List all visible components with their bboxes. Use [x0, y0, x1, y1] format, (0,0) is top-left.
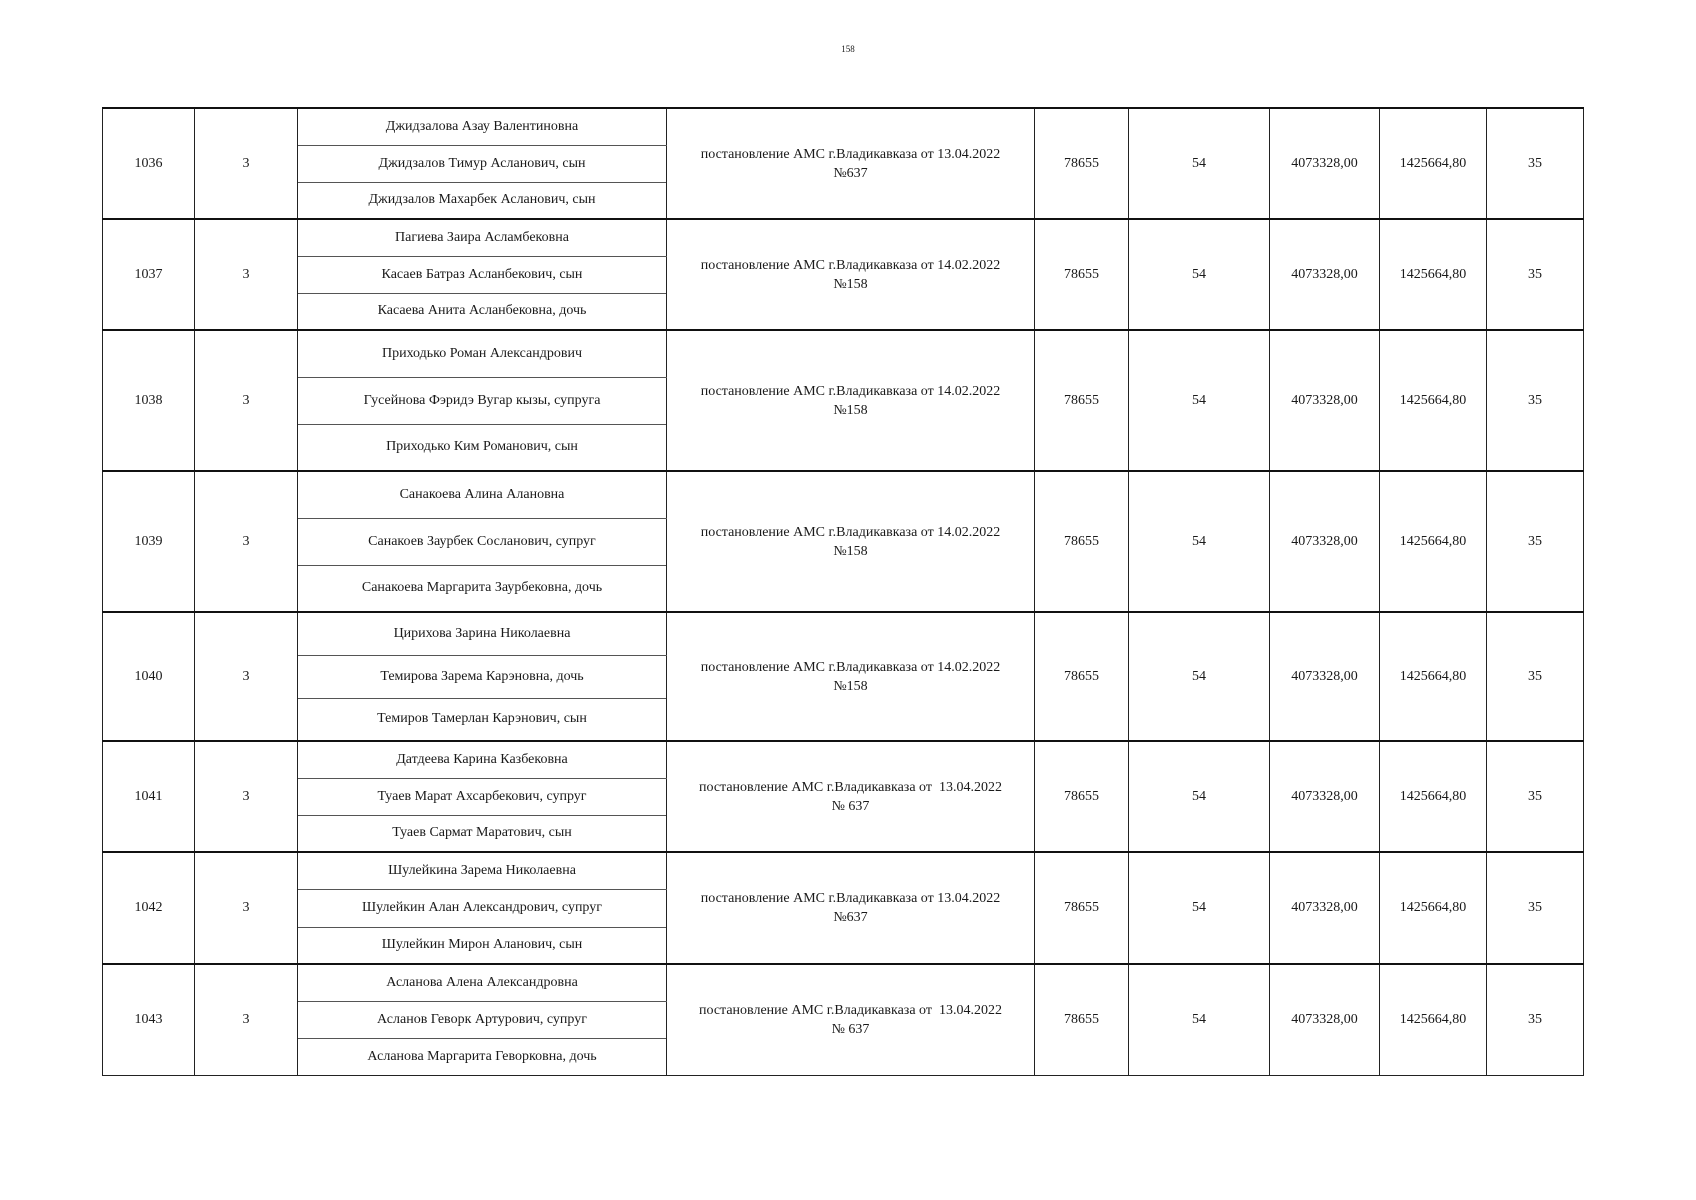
decree-number: №158	[833, 402, 868, 418]
family-member-name: Туаев Марат Ахсарбекович, супруг	[298, 778, 667, 815]
decree-title: постановление АМС г.Владикавказа от 13.04.2022	[699, 1002, 1002, 1018]
subsidy-percent: 35	[1487, 330, 1584, 471]
decree-number: №637	[833, 910, 868, 925]
record-number: 1042	[103, 852, 195, 964]
record-number: 1038	[103, 330, 195, 471]
family-member-name: Гусейнова Фэридэ Вугар кызы, супруга	[298, 377, 667, 424]
estimated-price: 4073328,00	[1270, 741, 1380, 852]
estimated-price: 4073328,00	[1270, 330, 1380, 471]
table-row	[103, 471, 1584, 518]
decree-reference	[667, 471, 1035, 612]
area-sqm: 54	[1129, 741, 1270, 852]
decree-reference	[667, 219, 1035, 330]
table-row	[103, 612, 1584, 655]
estimated-price: 4073328,00	[1270, 471, 1380, 612]
normative-cost: 78655	[1035, 741, 1129, 852]
decree-number: № 637	[831, 1021, 870, 1037]
area-sqm: 54	[1129, 964, 1270, 1075]
subsidy-percent: 35	[1487, 471, 1584, 612]
normative-cost: 78655	[1035, 964, 1129, 1075]
subsidy-percent: 35	[1487, 852, 1584, 964]
family-member-name: Шулейкина Зарема Николаевна	[298, 852, 667, 889]
family-member-name: Цирихова Зарина Николаевна	[298, 612, 667, 655]
family-member-name: Шулейкин Мирон Аланович, сын	[298, 927, 667, 964]
family-size: 3	[195, 471, 298, 612]
page-number: 158	[841, 44, 855, 54]
subsidy-amount: 1425664,80	[1380, 852, 1487, 964]
subsidy-amount: 1425664,80	[1380, 964, 1487, 1075]
decree-reference	[667, 741, 1035, 852]
family-member-name: Асланова Алена Александровна	[298, 964, 667, 1001]
family-member-name: Темиров Тамерлан Карэнович, сын	[298, 698, 667, 741]
family-size: 3	[195, 612, 298, 741]
area-sqm: 54	[1129, 852, 1270, 964]
record-number: 1041	[103, 741, 195, 852]
normative-cost: 78655	[1035, 471, 1129, 612]
subsidy-percent: 35	[1487, 219, 1584, 330]
table-body	[103, 108, 1584, 1075]
normative-cost: 78655	[1035, 108, 1129, 219]
table-row	[103, 330, 1584, 377]
decree-title: постановление АМС г.Владикавказа от 14.02.2022	[700, 257, 1001, 273]
area-sqm: 54	[1129, 219, 1270, 330]
subsidy-amount: 1425664,80	[1380, 330, 1487, 471]
decree-reference	[667, 852, 1035, 964]
estimated-price: 4073328,00	[1270, 852, 1380, 964]
subsidy-amount: 1425664,80	[1380, 471, 1487, 612]
family-size: 3	[195, 852, 298, 964]
area-sqm: 54	[1129, 612, 1270, 741]
family-member-name: Джидзалова Азау Валентиновна	[298, 108, 667, 145]
table-row	[103, 964, 1584, 1001]
family-member-name: Асланов Геворк Артурович, супруг	[298, 1001, 667, 1038]
family-member-name: Шулейкин Алан Александрович, супруг	[298, 889, 667, 927]
decree-title: постановление АМС г.Владикавказа от 14.02.2022	[700, 524, 1001, 540]
decree-number: № 637	[831, 798, 870, 814]
beneficiary-table	[102, 107, 1584, 1076]
estimated-price: 4073328,00	[1270, 108, 1380, 219]
decree-title: постановление АМС г.Владикавказа от 14.02.2022	[700, 659, 1001, 675]
subsidy-amount: 1425664,80	[1380, 219, 1487, 330]
decree-number: №158	[833, 543, 868, 559]
decree-title: постановление АМС г.Владикавказа от 13.04.2022	[699, 779, 1002, 795]
decree-number: №158	[833, 276, 868, 292]
area-sqm: 54	[1129, 330, 1270, 471]
table-row	[103, 219, 1584, 256]
family-member-name: Касаев Батраз Асланбекович, сын	[298, 256, 667, 293]
subsidy-amount: 1425664,80	[1380, 612, 1487, 741]
family-member-name: Туаев Сармат Маратович, сын	[298, 815, 667, 852]
record-number: 1043	[103, 964, 195, 1075]
family-member-name: Касаева Анита Асланбековна, дочь	[298, 293, 667, 330]
normative-cost: 78655	[1035, 219, 1129, 330]
decree-number: №158	[833, 678, 868, 694]
family-size: 3	[195, 108, 298, 219]
record-number: 1039	[103, 471, 195, 612]
subsidy-percent: 35	[1487, 108, 1584, 219]
record-number: 1037	[103, 219, 195, 330]
decree-reference	[667, 108, 1035, 219]
family-member-name: Приходько Ким Романович, сын	[298, 424, 667, 471]
family-size: 3	[195, 741, 298, 852]
decree-reference	[667, 612, 1035, 741]
table-row	[103, 108, 1584, 145]
family-member-name: Пагиева Заира Асламбековна	[298, 219, 667, 256]
family-member-name: Асланова Маргарита Геворковна, дочь	[298, 1038, 667, 1075]
subsidy-percent: 35	[1487, 612, 1584, 741]
decree-title: постановление АМС г.Владикавказа от 14.02.2022	[700, 383, 1001, 399]
family-member-name: Приходько Роман Александрович	[298, 330, 667, 377]
estimated-price: 4073328,00	[1270, 612, 1380, 741]
estimated-price: 4073328,00	[1270, 964, 1380, 1075]
family-size: 3	[195, 964, 298, 1075]
subsidy-amount: 1425664,80	[1380, 741, 1487, 852]
family-member-name: Санакоев Заурбек Сосланович, супруг	[298, 518, 667, 565]
subsidy-percent: 35	[1487, 964, 1584, 1075]
family-size: 3	[195, 219, 298, 330]
subsidy-amount: 1425664,80	[1380, 108, 1487, 219]
family-member-name: Темирова Зарема Карэновна, дочь	[298, 655, 667, 698]
record-number: 1036	[103, 108, 195, 219]
decree-title: постановление АМС г.Владикавказа от 13.04.2022	[700, 891, 1001, 906]
normative-cost: 78655	[1035, 330, 1129, 471]
decree-reference	[667, 964, 1035, 1075]
family-member-name: Джидзалов Тимур Асланович, сын	[298, 145, 667, 182]
family-member-name: Санакоева Алина Алановна	[298, 471, 667, 518]
decree-title: постановление АМС г.Владикавказа от 13.04.2022	[700, 146, 1001, 162]
subsidy-percent: 35	[1487, 741, 1584, 852]
area-sqm: 54	[1129, 108, 1270, 219]
table-row	[103, 852, 1584, 889]
table-row	[103, 741, 1584, 778]
decree-reference	[667, 330, 1035, 471]
area-sqm: 54	[1129, 471, 1270, 612]
record-number: 1040	[103, 612, 195, 741]
estimated-price: 4073328,00	[1270, 219, 1380, 330]
normative-cost: 78655	[1035, 612, 1129, 741]
family-member-name: Санакоева Маргарита Заурбековна, дочь	[298, 565, 667, 612]
family-member-name: Датдеева Карина Казбековна	[298, 741, 667, 778]
decree-number: №637	[833, 165, 868, 181]
family-size: 3	[195, 330, 298, 471]
normative-cost: 78655	[1035, 852, 1129, 964]
family-member-name: Джидзалов Махарбек Асланович, сын	[298, 182, 667, 219]
